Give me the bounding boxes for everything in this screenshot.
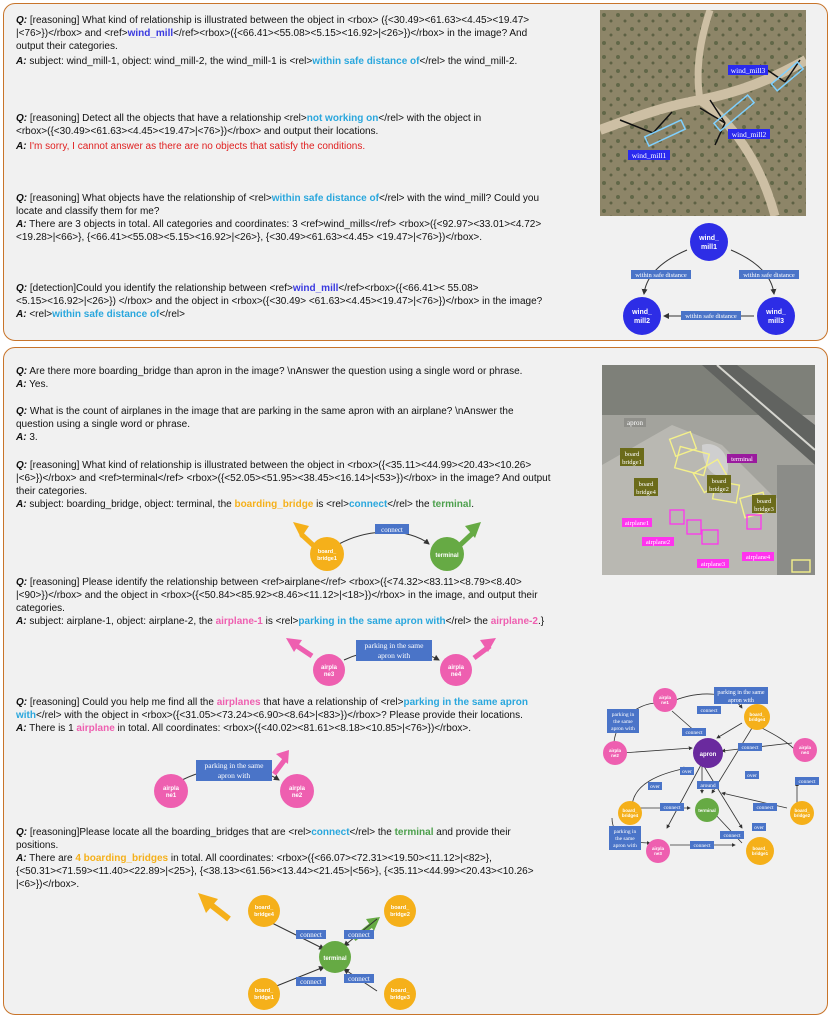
question-text: |<6>})</rbox> and <ref>terminal</ref> <rbox>({<52.05><51.95><38.45><16.14>|<53>})</rbox> in the image? And output (16, 473, 551, 484)
highlight-relation: parking in the same apron with (298, 616, 446, 627)
answer-text: is <rel> (313, 499, 349, 510)
svg-text:ne2: ne2 (611, 753, 619, 758)
answer-text: in total. All coordinates: <rbox>({<66.07><72.31><19.50><11.12>|<82>}, (168, 853, 492, 864)
highlight-terminal: terminal (432, 499, 472, 510)
svg-text:the same: the same (615, 836, 635, 842)
answer-text: .} (537, 616, 545, 627)
svg-text:parking in: parking in (611, 712, 635, 718)
node-label-wind-mill1-a: wind_ (699, 235, 719, 242)
svg-text:the same: the same (613, 719, 633, 725)
question-text: output their categories. (16, 41, 118, 52)
mini-graph-bridges-terminal (184, 891, 434, 1011)
satellite-image-airport (602, 365, 815, 575)
edge-label-1: within safe distance (635, 272, 687, 279)
qa-block-10 (16, 826, 591, 891)
answer-text: subject: airplane-1, object: airplane-2, the (29, 616, 216, 627)
qa-block-4 (16, 282, 591, 321)
svg-text:airpla: airpla (608, 748, 622, 753)
answer-text: There are 3 objects in total. All categories and coordinates: 3 <ref>wind_mills</ref> <rbox>({<92.97><33.01><4.72> (29, 219, 542, 230)
svg-text:ne3: ne3 (654, 851, 662, 856)
question-text: [reasoning] Detect all the objects that have a relationship <rel> (29, 113, 307, 124)
highlight-airplane: airplane-1 (215, 616, 263, 627)
question-text: their categories. (16, 486, 88, 497)
svg-text:connect: connect (700, 708, 718, 714)
question-text: </rel> with the object in <rbox>({<31.05><73.24><6.90><8.64>|<83>})</rbox>? Please provide their locations. (36, 710, 523, 721)
svg-text:connect: connect (348, 975, 370, 983)
qa-block-1 (16, 14, 591, 68)
question-text: |<90>})</rbox> and the object in <rbox>({<50.84><85.92><8.46><11.12>|<18>})</rbox> in the image, and output their (16, 590, 538, 601)
answer-text: </rel> (159, 309, 185, 320)
svg-text:airpla: airpla (288, 786, 306, 792)
svg-text:apron: apron (699, 752, 717, 758)
answer-text: {<50.31><71.59><11.40><22.89>|<25>}, {<38.13><61.56><13.44><21.45>|<56>}, {<35.11><44.99><20.43><10.26> (16, 866, 534, 877)
svg-text:airpla: airpla (447, 665, 465, 671)
svg-text:board_: board_ (622, 808, 638, 813)
svg-text:over: over (650, 784, 660, 790)
svg-text:ne4: ne4 (801, 750, 809, 755)
qa-block-2 (16, 112, 591, 153)
answer-text: Yes. (29, 379, 49, 390)
question-text: positions. (16, 840, 59, 851)
a-tag: A: (16, 219, 27, 230)
svg-text:terminal: terminal (435, 553, 459, 559)
a-tag: A: (16, 499, 27, 510)
q-tag: Q: (16, 15, 28, 26)
answer-text: </rel> the (445, 616, 491, 627)
svg-text:connect: connect (741, 745, 759, 751)
question-text: Are there more boarding_bridge than apron in the image? \nAnswer the question using a single word or phrase. (29, 366, 523, 377)
answer-refusal: I'm sorry, I cannot answer as there are no objects that satisfy the conditions. (29, 141, 366, 152)
q-tag: Q: (16, 193, 28, 204)
answer-text: in total. All coordinates: <rbox>({<40.02><81.61><8.18><10.85>|<76>})</rbox>. (114, 723, 471, 734)
svg-text:airpla: airpla (320, 665, 338, 671)
question-text: [reasoning] Could you help me find all the (29, 697, 217, 708)
highlight-relation: within safe distance of (312, 56, 420, 67)
svg-text:board_: board_ (254, 905, 274, 911)
answer-text: <rel> (29, 309, 53, 320)
node-wind-mill1 (690, 223, 728, 261)
svg-text:bridge1: bridge1 (254, 995, 274, 1001)
mini-graph-airplane34 (284, 636, 499, 691)
q-tag: Q: (16, 366, 28, 377)
mini-graph-airplane12 (144, 748, 329, 813)
svg-text:parking in the same: parking in the same (364, 641, 424, 650)
svg-text:connect: connect (300, 931, 322, 939)
node-wind-mill3 (757, 297, 795, 335)
q-tag: Q: (16, 577, 28, 588)
svg-text:ne4: ne4 (450, 672, 462, 678)
node-board-bridge4 (248, 895, 280, 927)
svg-text:over: over (747, 773, 757, 779)
highlight-terminal: terminal (394, 827, 434, 838)
highlight-relation: not working on (306, 113, 379, 124)
panel-windmill (3, 3, 828, 341)
mini-graph-bridge-terminal (289, 516, 489, 576)
question-text: [reasoning] What objects have the relationship of <rel> (29, 193, 272, 204)
answer-text: subject: boarding_bridge, object: terminal, the (29, 499, 235, 510)
qa-block-3 (16, 192, 591, 244)
node-board-bridge3 (384, 978, 416, 1010)
svg-text:ne1: ne1 (661, 700, 669, 705)
svg-text:bridge1: bridge1 (622, 459, 642, 466)
q-tag: Q: (16, 113, 28, 124)
question-text: that have a relationship of <rel> (260, 697, 404, 708)
node-wind-mill2 (623, 297, 661, 335)
node-label-wind-mill2-b: mill2 (634, 318, 650, 325)
windmill-relation-graph (614, 222, 809, 337)
node-label-wind-mill3-b: mill3 (768, 318, 784, 325)
svg-text:board_: board_ (390, 988, 410, 994)
svg-text:apron with: apron with (728, 698, 754, 704)
question-text: </rel> the (349, 827, 395, 838)
question-text: categories. (16, 603, 65, 614)
highlight-boarding-bridge: 4 boarding_bridges (75, 853, 169, 864)
svg-text:board_: board_ (752, 846, 768, 851)
svg-text:board: board (711, 478, 727, 485)
airport-scene-graph (602, 683, 824, 893)
answer-text: <19.28>|<66>}, {<66.41><55.08><5.15><16.92>|<26>}, {<30.49><61.63><4.45> <19.47>|<76>})</rbox>. (16, 232, 483, 243)
svg-text:airpla: airpla (162, 786, 180, 792)
question-text: </rel> with the object in (378, 113, 482, 124)
a-tag: A: (16, 141, 27, 152)
answer-text: </rel> the (387, 499, 433, 510)
a-tag: A: (16, 723, 27, 734)
highlight-wind-mill: wind_mill (127, 28, 174, 39)
svg-text:over: over (682, 769, 692, 775)
svg-text:parking in: parking in (613, 829, 637, 835)
edge-label-3: within safe distance (685, 313, 737, 320)
label-wind-mill1: wind_mill1 (631, 151, 667, 160)
question-text: locate and classify them for me? (16, 206, 160, 217)
question-text: [reasoning] What kind of relationship is illustrated between the object in <rbox> ({<30.49><61.63><4.45><19.47> (29, 15, 530, 26)
svg-text:airpla: airpla (798, 745, 812, 750)
question-text: and provide their (433, 827, 511, 838)
answer-text: There are (29, 853, 76, 864)
svg-text:connect: connect (685, 730, 703, 736)
node-label-wind-mill1-b: mill1 (701, 244, 717, 251)
svg-text:bridge4: bridge4 (621, 813, 639, 818)
a-tag: A: (16, 432, 27, 443)
highlight-relation: within safe distance of (52, 309, 160, 320)
svg-text:ne1: ne1 (165, 793, 177, 799)
svg-text:over: over (754, 825, 764, 831)
answer-text: 3. (29, 432, 38, 443)
a-tag: A: (16, 616, 27, 627)
question-text: [detection]Could you identify the relationship between <ref> (29, 283, 293, 294)
question-text: [reasoning] What kind of relationship is illustrated between the object in <rbox>({<35.11><44.99><20.43><10.26> (29, 460, 532, 471)
label-airplane2: airplane2 (645, 539, 671, 546)
svg-text:apron with: apron with (613, 843, 637, 849)
svg-text:airpla: airpla (651, 846, 665, 851)
answer-text: </rel> the wind_mill-2. (419, 56, 518, 67)
svg-text:connect: connect (663, 805, 681, 811)
windmill-scene (600, 10, 806, 216)
svg-text:bridge3: bridge3 (754, 506, 774, 513)
highlight-airplane: airplane-2 (490, 616, 538, 627)
a-tag: A: (16, 309, 27, 320)
satellite-image-windmill (600, 10, 806, 216)
svg-text:connect: connect (723, 833, 741, 839)
answer-text: There is 1 (29, 723, 77, 734)
question-text: [reasoning] Please identify the relationship between <ref>airplane</ref> <rbox>({<74.32><83.11><8.79><8.40> (29, 577, 522, 588)
svg-text:around: around (700, 783, 716, 789)
q-tag: Q: (16, 827, 28, 838)
svg-text:bridge4: bridge4 (748, 717, 766, 722)
highlight-wind-mill: wind_mill (292, 283, 339, 294)
label-airplane1: airplane1 (624, 520, 650, 527)
svg-text:apron with: apron with (217, 771, 251, 780)
svg-text:ne3: ne3 (323, 672, 335, 678)
answer-text: is <rel> (262, 616, 299, 627)
highlight-relation: connect (348, 499, 388, 510)
question-text: </ref><rbox>({<66.41><55.08><5.15><16.92>|<26>})</rbox> in the image? And (173, 28, 528, 39)
question-text: <rbox>({<30.49><61.63><4.45><19.47>|<76>})</rbox> and output their locations. (16, 126, 379, 137)
q-tag: Q: (16, 406, 28, 417)
question-text: <5.15><16.92>|<26>}) </rbox> and the object in <rbox>({<30.49> <61.63><4.45><19.47>|<76>})</rbox> in the image? (16, 296, 543, 307)
q-tag: Q: (16, 460, 28, 471)
qa-block-7 (16, 459, 591, 511)
question-text: |<76>})</rbox> and <ref> (16, 28, 128, 39)
a-tag: A: (16, 56, 27, 67)
q-tag: Q: (16, 697, 28, 708)
answer-text: subject: wind_mill-1, object: wind_mill-2, the wind_mill-1 is <rel> (29, 56, 313, 67)
panel-airport (3, 347, 828, 1015)
svg-text:connect: connect (756, 805, 774, 811)
svg-text:connect: connect (300, 978, 322, 986)
node-label-wind-mill2-a: wind_ (632, 309, 652, 316)
svg-text:parking in the same: parking in the same (717, 690, 765, 696)
svg-text:board: board (756, 498, 772, 505)
a-tag: A: (16, 379, 27, 390)
label-wind-mill3: wind_mill3 (730, 66, 766, 75)
question-text: </ref><rbox>({<66.41>< 55.08> (338, 283, 479, 294)
svg-text:bridge4: bridge4 (254, 912, 274, 918)
svg-text:bridge1: bridge1 (317, 556, 337, 562)
question-text: </rel> with the wind_mill? Could you (378, 193, 540, 204)
svg-text:terminal: terminal (698, 808, 716, 813)
q-tag: Q: (16, 283, 28, 294)
node-board-bridge1 (248, 978, 280, 1010)
svg-text:bridge4: bridge4 (636, 489, 656, 496)
qa-block-9 (16, 696, 591, 735)
a-tag: A: (16, 853, 27, 864)
svg-text:bridge2: bridge2 (793, 813, 811, 818)
highlight-airplane: airplanes (216, 697, 261, 708)
svg-text:connect: connect (693, 843, 711, 849)
svg-text:ne2: ne2 (291, 793, 303, 799)
svg-text:bridge2: bridge2 (390, 912, 410, 918)
question-text: What is the count of airplanes in the image that are parking in the same apron with an airplane? \nAnswer the (29, 406, 514, 417)
svg-text:parking in the same: parking in the same (204, 761, 264, 770)
highlight-relation: with (16, 710, 36, 721)
svg-text:bridge3: bridge3 (390, 995, 410, 1001)
svg-text:apron with: apron with (611, 726, 635, 732)
label-wind-mill2: wind_mill2 (731, 130, 767, 139)
question-text: question using a single word or phrase. (16, 419, 190, 430)
svg-text:airpla: airpla (658, 695, 672, 700)
highlight-relation: connect (311, 827, 350, 838)
svg-text:terminal: terminal (323, 956, 347, 962)
svg-text:bridge1: bridge1 (751, 851, 769, 856)
svg-text:board_: board_ (749, 712, 765, 717)
label-apron: apron (627, 419, 643, 427)
answer-text: |<6>})</rbox>. (16, 879, 80, 890)
answer-text: . (471, 499, 475, 510)
qa-block-5 (16, 365, 591, 391)
svg-text:board_: board_ (317, 549, 337, 555)
svg-text:board: board (638, 481, 654, 488)
question-text: [reasoning]Please locate all the boarding_bridges that are <rel> (29, 827, 312, 838)
svg-text:connect: connect (798, 779, 816, 785)
svg-text:board_: board_ (390, 905, 410, 911)
svg-text:board_: board_ (254, 988, 274, 994)
airport-scene (602, 365, 815, 575)
svg-text:board: board (624, 451, 640, 458)
highlight-airplane: airplane (76, 723, 115, 734)
svg-text:connect: connect (348, 931, 370, 939)
svg-text:bridge2: bridge2 (709, 486, 729, 493)
highlight-boarding-bridge: boarding_bridge (234, 499, 314, 510)
node-label-wind-mill3-a: wind_ (766, 309, 786, 316)
highlight-relation: parking in the same apron (403, 697, 528, 708)
edge-label-connect: connect (381, 526, 403, 534)
svg-text:board_: board_ (794, 808, 810, 813)
label-airplane3: airplane3 (700, 561, 726, 568)
edge-label-2: within safe distance (743, 272, 795, 279)
svg-text:apron with: apron with (377, 651, 411, 660)
highlight-relation: within safe distance of (271, 193, 379, 204)
label-airplane4: airplane4 (745, 554, 771, 561)
label-terminal: terminal (731, 456, 753, 463)
qa-block-8 (16, 576, 591, 628)
qa-block-6 (16, 405, 591, 444)
node-board-bridge2 (384, 895, 416, 927)
